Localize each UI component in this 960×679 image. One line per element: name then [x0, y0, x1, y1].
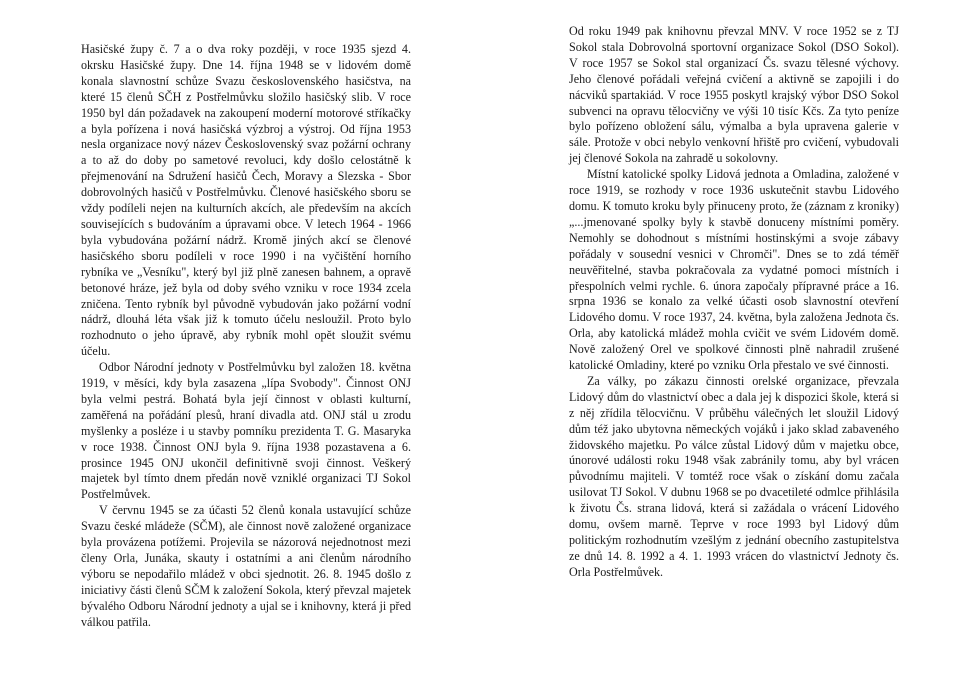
paragraph-sokol: Od roku 1949 pak knihovnu převzal MNV. V roce 1952 se z TJ Sokol stala Dobrovolná sportovní organizace Sokol (DSO Sokol). V roce 1957 se Sokol stal organizací Čs. svazu tělesné výchovy. Jeho členové pořádali veřejná cvičení a aktivně se zapojili i do nácviků spartakiád. V roce 1955 poskytl krajský výbor DSO Sokol subvenci na opravu tělocvičny ve výši 10 tisíc Kčs. Za tyto peníze bylo pořízeno obložení sálu, výmalba a byla upravena galerie v sále. Protože v obci nebylo venkovní hřiště pro cvičení, vybudovali jej členové Sokola na zahradě u sokolovny.: [569, 24, 899, 166]
paragraph-wartime-peoples-house: Za války, po zákazu činnosti orelské organizace, převzala Lidový dům do vlastnictví obec a dala jej k dispozici škole, která si z něj zřídila tělocvičnu. V průběhu válečných let sloužil Lidový dům též jako ubytovna německých vojáků i jako sklad zabaveného židovského majetku. Po válce zůstal Lidový dům v majetku obce, únorové události roku 1948 však zabránily tomu, aby byl vrácen původnímu majiteli. V tomtéž roce však o získání domu začala usilovat TJ Sokol. V dubnu 1968 se po dvacetileté odmlce přihlásila k životu Čs. strana lidová, která si zažádala o vrácení Lidového domu, ovšem marně. Teprve v roce 1993 byl Lidový dům politickým rozhodnutím vzešlým z jednání obecního zastupitelstva ze dnů 14. 8. 1992 a 4. 1. 1993 vrácen do vlastnictví Jednoty čs. Orla Postřelmůvek.: [569, 373, 899, 579]
paragraph-catholic-societies: Místní katolické spolky Lidová jednota a Omladina, založené v roce 1919, se rozhody v roce 1936 uskutečnit stavbu Lidového domu. K tomuto kroku byly přinuceny proto, že (záznam z kroniky) „...jmenované spolky byly k stavbě donuceny místními poměry. Nemohly se dohodnout s místními hostinskými a svoje zábavy pořádaly v sousední vesnici v Chromči". Dnes se to zdá téměř neuvěřitelné, stavba pokračovala za vydatné pomoci místních i přespolních velmi rychle. 6. února započaly přípravné práce a 16. srpna 1936 se konalo za velké účasti osob slavnostní otevření Lidového domu. V roce 1937, 24. května, byla založena Jednota čs. Orla, aby katolická mládež mohla cvičit ve svém Lidovém domě. Nově založený Orel ve spolkové činnosti plně nahradil zrušené katolické Omladiny, které po vzniku Orla přestalo ve své činnosti.: [569, 167, 899, 373]
paragraph-youth-union: V červnu 1945 se za účasti 52 členů konala ustavující schůze Svazu české mládeže (SČM), ale činnost nově založené organizace byla provázena potížemi. Projevila se názorová nejednotnost mezi členy Orla, Junáka, skauty i ostatními a ani členům národního výboru se nepodařilo mládež v obci sjednotit. 26. 8. 1945 došlo z iniciativy části členů SČM k založení Sokola, který převzal majetek bývalého Odboru Národní jednoty a ujal se i knihovny, která ji před válkou patřila.: [81, 503, 411, 629]
left-text-column: [81, 42, 411, 631]
right-text-column: [569, 24, 899, 581]
paragraph-fire-brigade: Hasičské župy č. 7 a o dva roky později, v roce 1935 sjezd 4. okrsku Hasičské župy. Dne 14. října 1948 se v lidovém domě konala slavnostní schůze Svazu československého hasičstva, na které 15 členů SČH z Postřelmůvku složilo hasičský slib. V roce 1950 byl dán požadavek na zakoupení moderní motorové stříkačky a byla pořízena i nová hasičská výzbroj a výstroj. Od října 1953 nesla organizace nový název Československý svaz požární ochrany a to až do doby po sametové revoluci, kdy došlo celostátně k přejmenování na Sdružení hasičů Čech, Moravy a Slezska - Sbor dobrovolných hasičů v Postřelmůvku. Členové hasičského sboru se vždy podíleli nejen na kulturních akcích, ale především na akcích souvisejících s budováním a úpravami obce. V letech 1964 - 1966 byla vybudována požární nádrž. Kromě jiných akcí se členové hasičského sboru podíleli v roce 1990 i na vyčištění horního rybníka ve „Vesníku", který byl již plně zanesen bahnem, a opravě betonové hráze, jež byla od doby svého vzniku v roce 1934 zcela zničena. Tento rybník byl původně vybudován jako požární vodní nádrž, dlouhá léta však již k tomuto účelu nesloužil. Proto bylo rozhodnuto o jeho úpravě, aby rybník mohl opět sloužit svému účelu.: [81, 42, 411, 359]
paragraph-national-unity: Odbor Národní jednoty v Postřelmůvku byl založen 18. května 1919, v měsíci, kdy byla zasazena „lípa Svobody". Činnost ONJ byla velmi pestrá. Bohatá byla její činnost v oblasti kulturní, zaměřená na pořádání plesů, hraní divadla atd. ONJ stál u zrodu myšlenky a posléze i u stavby pomníku prezidenta T. G. Masaryka v roce 1938. Činnost ONJ byla 9. října 1938 pozastavena a 6. prosince 1945 ONJ ukončil definitivně svoji činnost. Veškerý majetek byl tímto dnem předán nově vzniklé organizaci TJ Sokol Postřelmůvek.: [81, 360, 411, 502]
